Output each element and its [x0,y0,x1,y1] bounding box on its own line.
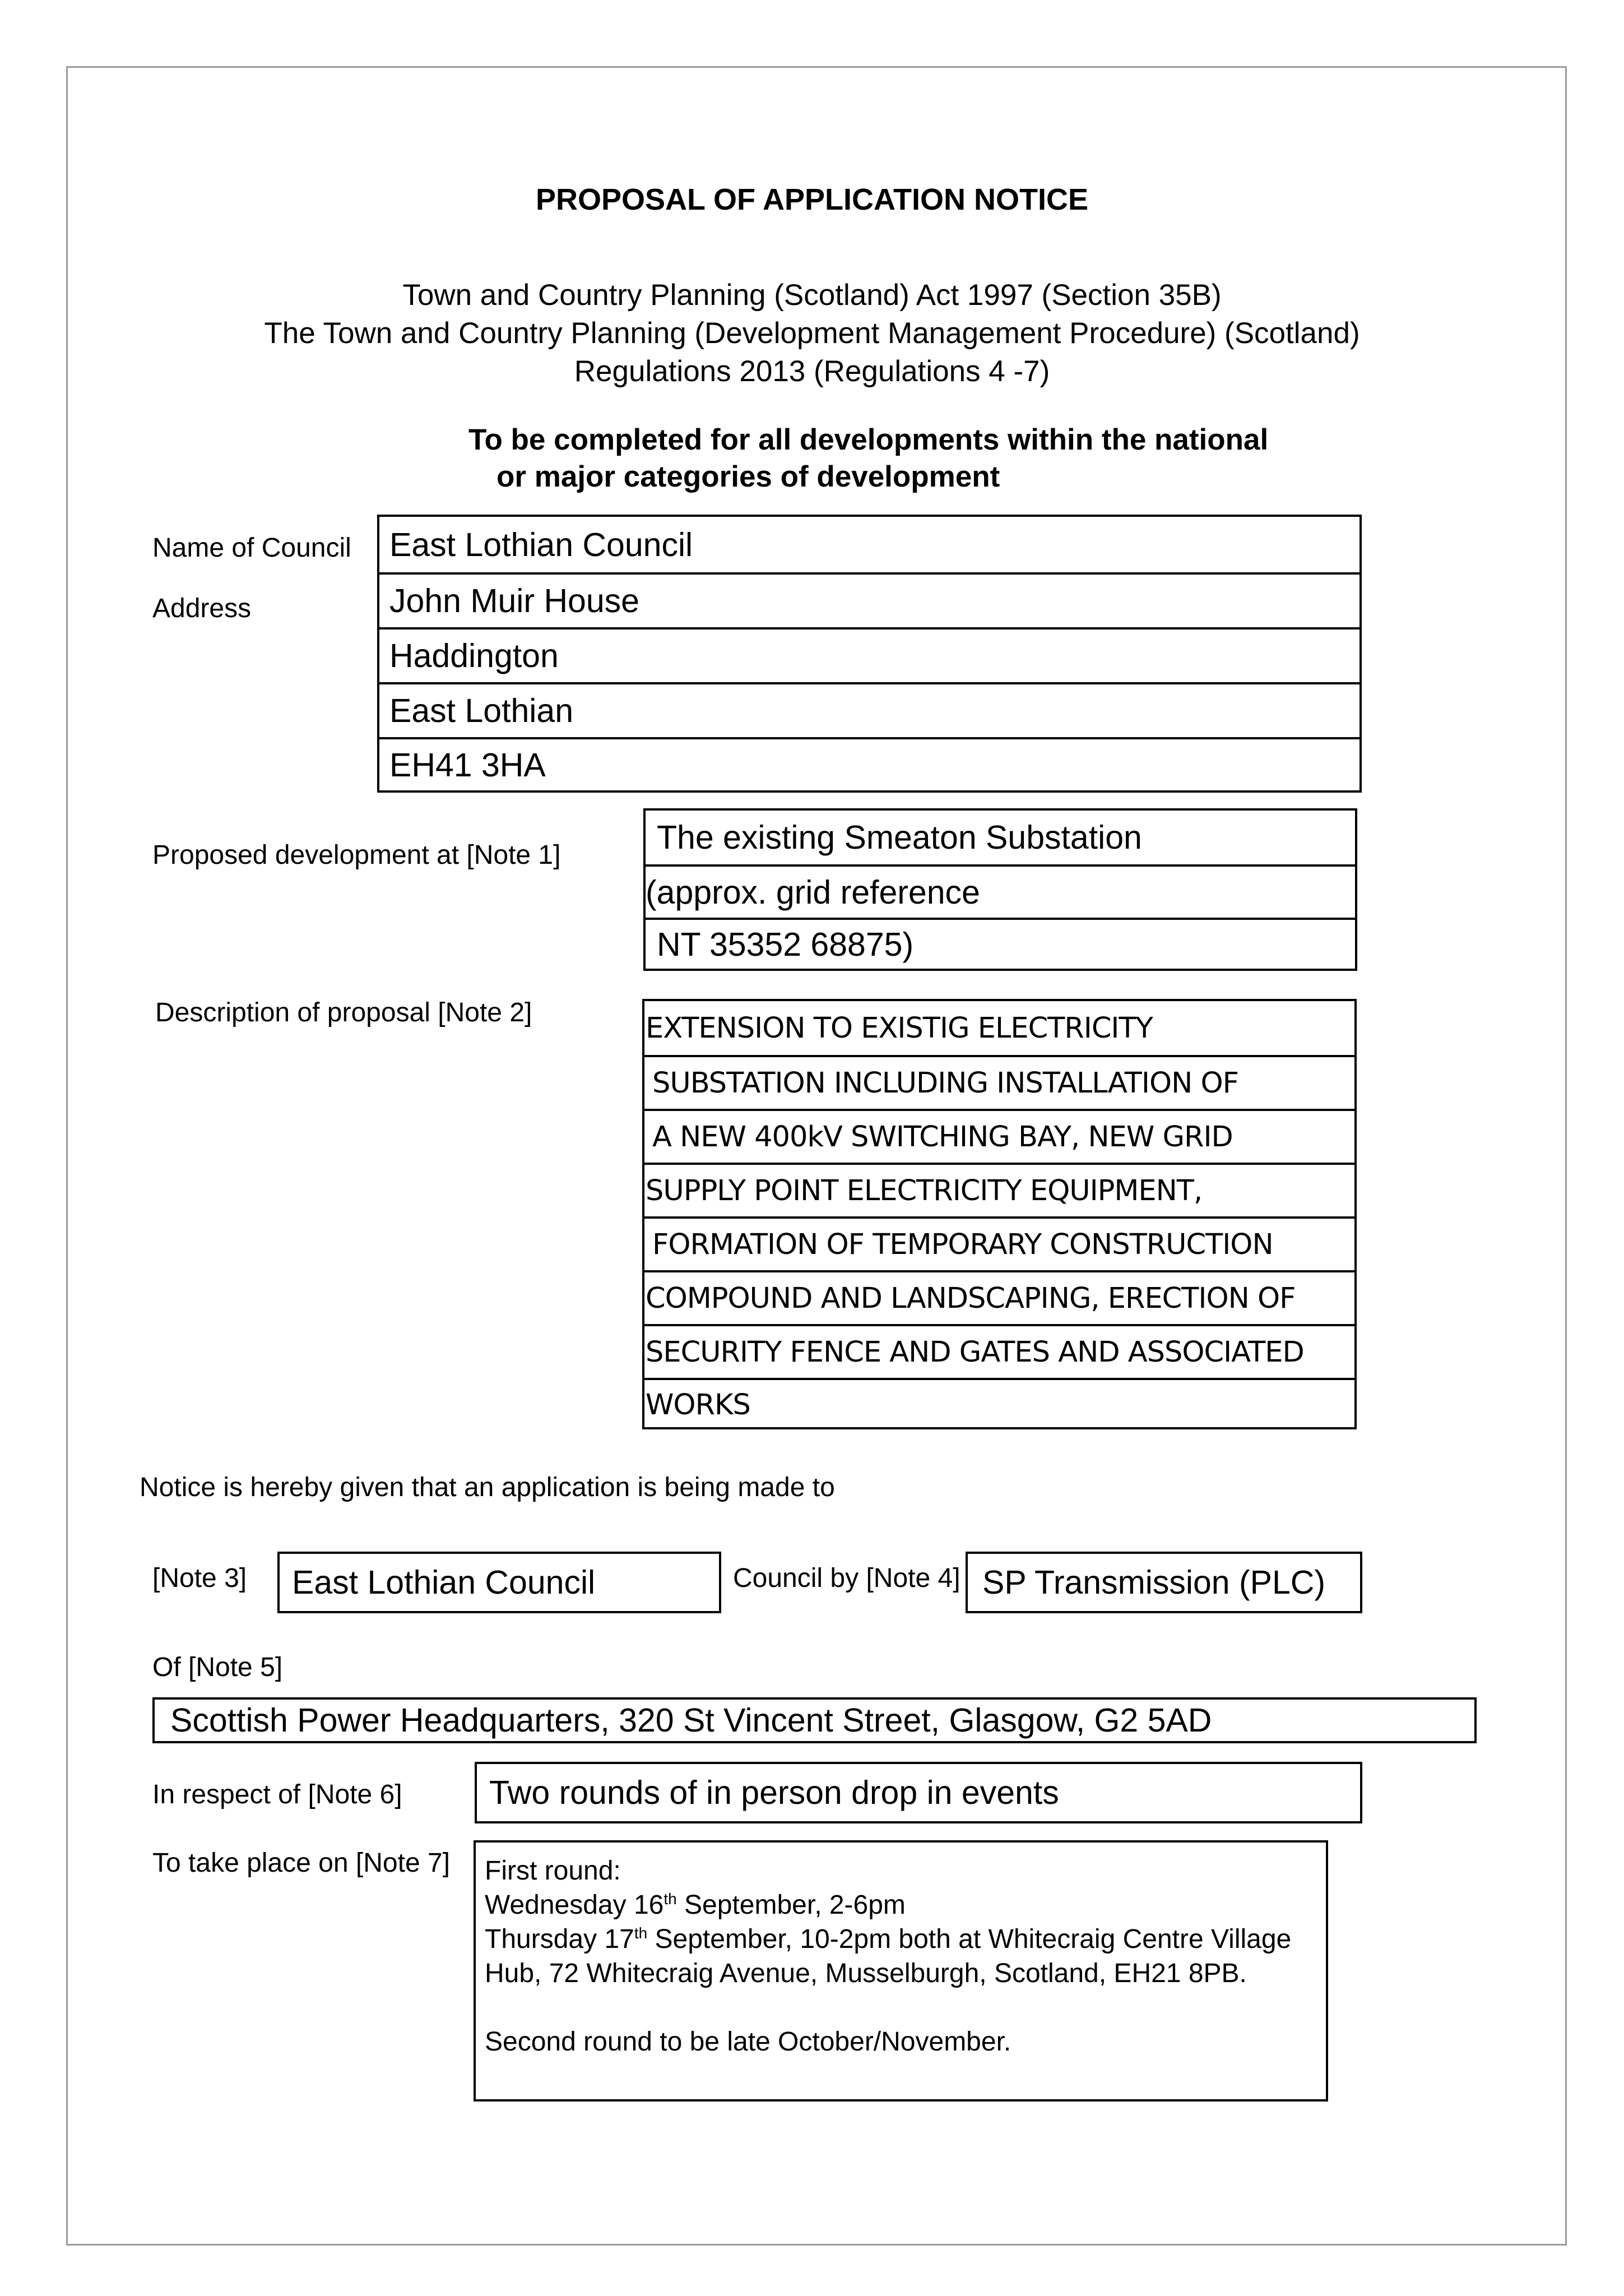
document-title: PROPOSAL OF APPLICATION NOTICE [535,183,1089,216]
description-line[interactable]: A NEW 400kV SWITCHING BAY, NEW GRID [644,1109,1354,1163]
legislation-line: Town and Country Planning (Scotland) Act 1997 (Section 35B) [402,279,1222,312]
description-line[interactable]: WORKS [644,1378,1354,1429]
note7-label: To take place on [Note 7] [152,1848,450,1878]
grid-reference-field[interactable]: (approx. grid reference [646,864,1355,918]
address-label: Address [152,594,252,623]
completion-note-line: or major categories of development [497,460,1000,493]
proposed-development-table [643,808,1357,971]
council-name-field[interactable]: East Lothian Council [389,526,693,563]
postcode-field[interactable]: EH41 3HA [379,737,1359,790]
note5-label: Of [Note 5] [152,1652,283,1682]
grid-reference-field[interactable]: NT 35352 68875) [646,918,1355,969]
second-round-text: Second round to be late October/November. [485,2027,1011,2057]
completion-note-line: To be completed for all developments within the national [468,423,1269,456]
event-description-field[interactable]: Two rounds of in person drop in events [475,1762,1362,1823]
site-name-field[interactable]: The existing Smeaton Substation [657,819,1142,856]
first-round-heading: First round: [485,1856,621,1886]
note3-label: [Note 3] [152,1563,247,1593]
description-line[interactable]: COMPOUND AND LANDSCAPING, ERECTION OF [644,1270,1354,1324]
notice-text: Notice is hereby given that an application is being made to [140,1473,835,1502]
legislation-line: The Town and Country Planning (Development Management Procedure) (Scotland) [264,317,1360,350]
description-line[interactable]: FORMATION OF TEMPORARY CONSTRUCTION [644,1216,1354,1270]
applicant-address-field[interactable]: Scottish Power Headquarters, 320 St Vincent Street, Glasgow, G2 5AD [152,1697,1477,1743]
note4-label: Council by [Note 4] [733,1563,961,1593]
applicant-name-field[interactable]: SP Transmission (PLC) [966,1552,1362,1613]
description-line[interactable]: EXTENSION TO EXISTIG ELECTRICITY [646,1011,1153,1045]
applicant-council-field[interactable]: East Lothian Council [277,1552,721,1613]
first-round-date-2: Thursday 17th September, 10-2pm both at Whitecraig Centre Village [485,1924,1292,1954]
venue-line: Hub, 72 Whitecraig Avenue, Musselburgh, Scotland, EH21 8PB. [485,1959,1247,1988]
address-line-field[interactable]: East Lothian [379,682,1359,737]
first-round-date-1: Wednesday 16th September, 2-6pm [485,1890,906,1920]
description-table [642,999,1357,1429]
address-line-field[interactable]: John Muir House [379,572,1359,627]
council-name-label: Name of Council [152,533,351,563]
description-line[interactable]: SUBSTATION INCLUDING INSTALLATION OF [644,1055,1354,1109]
description-label: Description of proposal [Note 2] [155,998,532,1027]
event-dates-box[interactable] [474,1840,1328,2101]
proposed-development-label: Proposed development at [Note 1] [152,840,561,870]
legislation-heading [0,276,1624,391]
legislation-line: Regulations 2013 (Regulations 4 -7) [574,355,1050,388]
description-line[interactable]: SUPPLY POINT ELECTRICITY EQUIPMENT, [644,1163,1354,1216]
note6-label: In respect of [Note 6] [152,1780,402,1809]
description-line[interactable]: SECURITY FENCE AND GATES AND ASSOCIATED [644,1324,1354,1378]
address-line-field[interactable]: Haddington [379,627,1359,682]
council-address-table [377,515,1362,793]
